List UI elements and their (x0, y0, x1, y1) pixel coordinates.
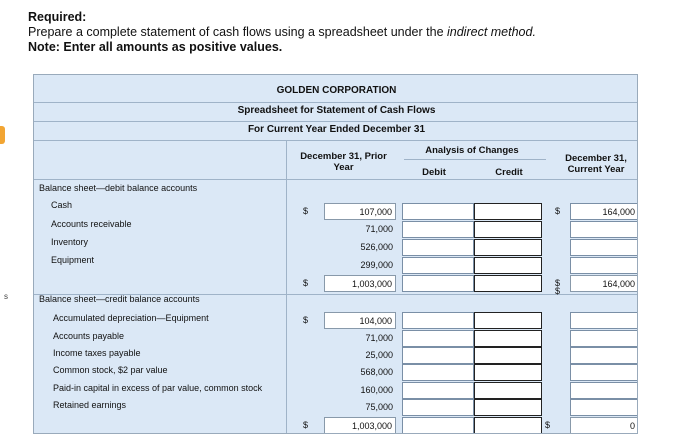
credit-entry-accounts-receivable[interactable] (474, 221, 542, 238)
debit-entry-cash[interactable] (402, 203, 474, 220)
credit-entry-income-taxes-payable[interactable] (474, 347, 542, 364)
debit-section-title: Balance sheet—debit balance accounts (39, 183, 198, 193)
credit-entry-retained-earnings[interactable] (474, 399, 542, 416)
dollar-sign: $ (303, 278, 309, 288)
divider (34, 102, 638, 103)
note-text: Note: Enter all amounts as positive values. (28, 40, 283, 54)
company-name: GOLDEN CORPORATION (276, 85, 397, 96)
prior-common-stock: 568,000 (360, 367, 393, 377)
col-prior-year: December 31, Prior Year (300, 151, 387, 173)
current-accounts-payable[interactable] (570, 330, 638, 347)
credit-entry-credit-total[interactable] (474, 417, 542, 434)
debit-entry-equipment[interactable] (402, 257, 474, 274)
divider (34, 121, 638, 122)
row-label-common-stock: Common stock, $2 par value (53, 365, 168, 375)
credit-entry-accumulated-depreciation[interactable] (474, 312, 542, 329)
current-accounts-receivable[interactable] (570, 221, 638, 238)
current-equipment[interactable] (570, 257, 638, 274)
prior-equipment: 299,000 (360, 260, 393, 270)
divider (404, 159, 546, 160)
instruction-main: Prepare a complete statement of cash flows using a spreadsheet under the (28, 25, 447, 39)
credit-entry-cash[interactable] (474, 203, 542, 220)
requirements-block (28, 10, 536, 55)
credit-entry-equipment[interactable] (474, 257, 542, 274)
prior-paid-in-capital: 160,000 (360, 385, 393, 395)
debit-entry-accounts-payable[interactable] (402, 330, 474, 347)
prior-accumulated-depreciation: 104,000 (324, 312, 396, 329)
debit-entry-total[interactable] (402, 275, 474, 292)
current-cash[interactable]: 164,000 (570, 203, 638, 220)
debit-entry-retained-earnings[interactable] (402, 399, 474, 416)
prior-debit-total: 1,003,000 (324, 275, 396, 292)
instruction-method: indirect method. (447, 25, 536, 39)
credit-entry-accounts-payable[interactable] (474, 330, 542, 347)
current-inventory[interactable] (570, 239, 638, 256)
required-heading: Required: (28, 10, 87, 24)
credit-entry-paid-in-capital[interactable] (474, 382, 542, 399)
debit-entry-paid-in-capital[interactable] (402, 382, 474, 399)
row-label-accumulated-depreciation: Accumulated depreciation—Equipment (53, 313, 209, 323)
prior-income-taxes-payable: 25,000 (365, 350, 393, 360)
spreadsheet-subtitle: Spreadsheet for Statement of Cash Flows (237, 105, 436, 116)
dollar-sign: $ (303, 420, 309, 430)
prior-accounts-receivable: 71,000 (365, 224, 393, 234)
column-divider (286, 141, 287, 434)
current-paid-in-capital[interactable] (570, 382, 638, 399)
col-debit: Debit (422, 167, 446, 178)
side-mark: s (4, 292, 8, 301)
divider (34, 140, 638, 141)
current-credit-total: 0 (570, 417, 638, 434)
debit-entry-accounts-receivable[interactable] (402, 221, 474, 238)
dollar-sign: $ (303, 315, 309, 325)
current-retained-earnings[interactable] (570, 399, 638, 416)
current-common-stock[interactable] (570, 364, 638, 381)
instruction-text (28, 25, 536, 40)
col-analysis-changes: Analysis of Changes (425, 145, 519, 156)
cash-flow-spreadsheet (33, 74, 638, 434)
period-title: For Current Year Ended December 31 (247, 124, 426, 135)
row-label-cash: Cash (51, 200, 73, 210)
current-income-taxes-payable[interactable] (570, 347, 638, 364)
debit-entry-inventory[interactable] (402, 239, 474, 256)
debit-entry-common-stock[interactable] (402, 364, 474, 381)
row-label-equipment: Equipment (51, 255, 95, 265)
debit-entry-credit-total[interactable] (402, 417, 474, 434)
prior-accounts-payable: 71,000 (365, 333, 393, 343)
dollar-sign: $ (555, 206, 561, 216)
row-label-accounts-payable: Accounts payable (53, 331, 125, 341)
prior-cash: 107,000 (324, 203, 396, 220)
dollar-sign: $ (303, 206, 309, 216)
prior-retained-earnings: 75,000 (365, 402, 393, 412)
row-label-inventory: Inventory (51, 237, 89, 247)
credit-entry-total[interactable] (474, 275, 542, 292)
prior-credit-total: 1,003,000 (324, 417, 396, 434)
row-label-paid-in-capital: Paid-in capital in excess of par value, common stock (53, 383, 263, 393)
credit-section-title: Balance sheet—credit balance accounts (39, 294, 200, 304)
dollar-sign: $ (555, 286, 561, 296)
col-credit: Credit (495, 167, 523, 178)
current-debit-total: 164,000 (570, 275, 638, 292)
debit-entry-income-taxes-payable[interactable] (402, 347, 474, 364)
credit-entry-common-stock[interactable] (474, 364, 542, 381)
dollar-sign: $ (545, 420, 551, 430)
row-label-retained-earnings: Retained earnings (53, 400, 127, 410)
row-label-accounts-receivable: Accounts receivable (51, 219, 132, 229)
side-tab-marker[interactable] (0, 126, 5, 144)
debit-entry-accumulated-depreciation[interactable] (402, 312, 474, 329)
divider (34, 179, 638, 180)
col-current-year: December 31, Current Year (565, 153, 627, 175)
row-label-income-taxes-payable: Income taxes payable (53, 348, 141, 358)
current-accumulated-depreciation[interactable] (570, 312, 638, 329)
credit-entry-inventory[interactable] (474, 239, 542, 256)
dollar-sign: $ (555, 278, 561, 288)
prior-inventory: 526,000 (360, 242, 393, 252)
